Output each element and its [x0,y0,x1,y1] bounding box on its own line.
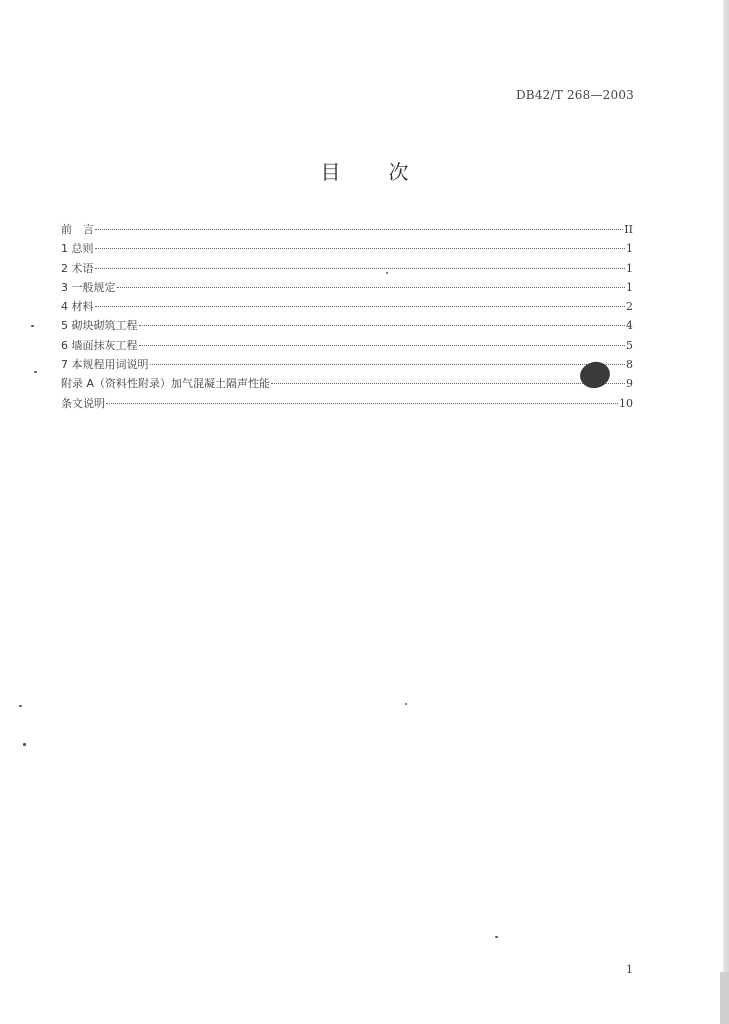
toc-entry-label: 附录 A（资料性附录）加气混凝土隔声性能 [61,377,271,391]
dot-leader [95,306,626,307]
toc-entry-page: 1 [626,242,633,256]
toc-entry-page: 4 [626,319,633,333]
dot-leader [117,287,626,288]
scan-speck [23,743,26,746]
toc-entry-plastering[interactable] [61,337,633,356]
toc-entry-general-rules[interactable] [61,279,633,298]
dot-leader [95,268,626,269]
scan-speck [386,272,388,274]
scan-speck [495,936,498,938]
toc-entry-terms[interactable] [61,260,633,279]
page-number: 1 [626,963,633,976]
scan-edge-mark [720,972,729,1024]
dot-leader [95,229,623,230]
scan-edge [723,0,729,1024]
toc-list [61,221,633,414]
standard-code: DB42/T 268—2003 [515,88,634,102]
scan-speck [34,371,37,373]
toc-title-char-1: 目 [320,160,341,184]
toc-entry-label: 1 总则 [61,242,94,256]
toc-title-char-2: 次 [388,160,409,184]
toc-entry-page: 8 [626,358,633,372]
toc-entry-general[interactable] [61,240,633,259]
toc-entry-label: 前 言 [61,223,94,236]
toc-entry-label: 3 一般规定 [61,280,116,294]
toc-entry-page: 5 [626,338,633,352]
dot-leader [150,364,626,365]
toc-entry-masonry[interactable] [61,317,633,336]
toc-entry-page: 10 [619,396,633,410]
dot-leader [271,383,625,384]
toc-entry-page: 1 [626,261,633,275]
toc-entry-page: 9 [626,377,633,391]
toc-entry-label: 条文说明 [61,396,105,410]
toc-entry-label: 6 墙面抹灰工程 [61,338,138,352]
dot-leader [106,403,618,404]
toc-entry-wording[interactable] [61,356,633,375]
dot-leader [95,248,626,249]
toc-entry-page: II [624,223,633,236]
scan-speck [19,705,22,707]
toc-entry-appendix-a[interactable] [61,375,633,394]
toc-title [0,156,729,185]
toc-entry-label: 7 本规程用词说明 [61,358,149,372]
toc-entry-preface[interactable] [61,221,633,240]
toc-entry-label: 5 砌块砌筑工程 [61,319,138,333]
dot-leader [139,345,626,346]
toc-entry-page: 1 [626,280,633,294]
toc-entry-explanation[interactable] [61,395,633,414]
toc-entry-page: 2 [626,300,633,314]
dot-leader [139,325,626,326]
toc-entry-materials[interactable] [61,298,633,317]
scan-speck [405,703,407,705]
toc-entry-label: 4 材料 [61,300,94,314]
scan-speck [31,325,34,327]
toc-entry-label: 2 术语 [61,261,94,275]
